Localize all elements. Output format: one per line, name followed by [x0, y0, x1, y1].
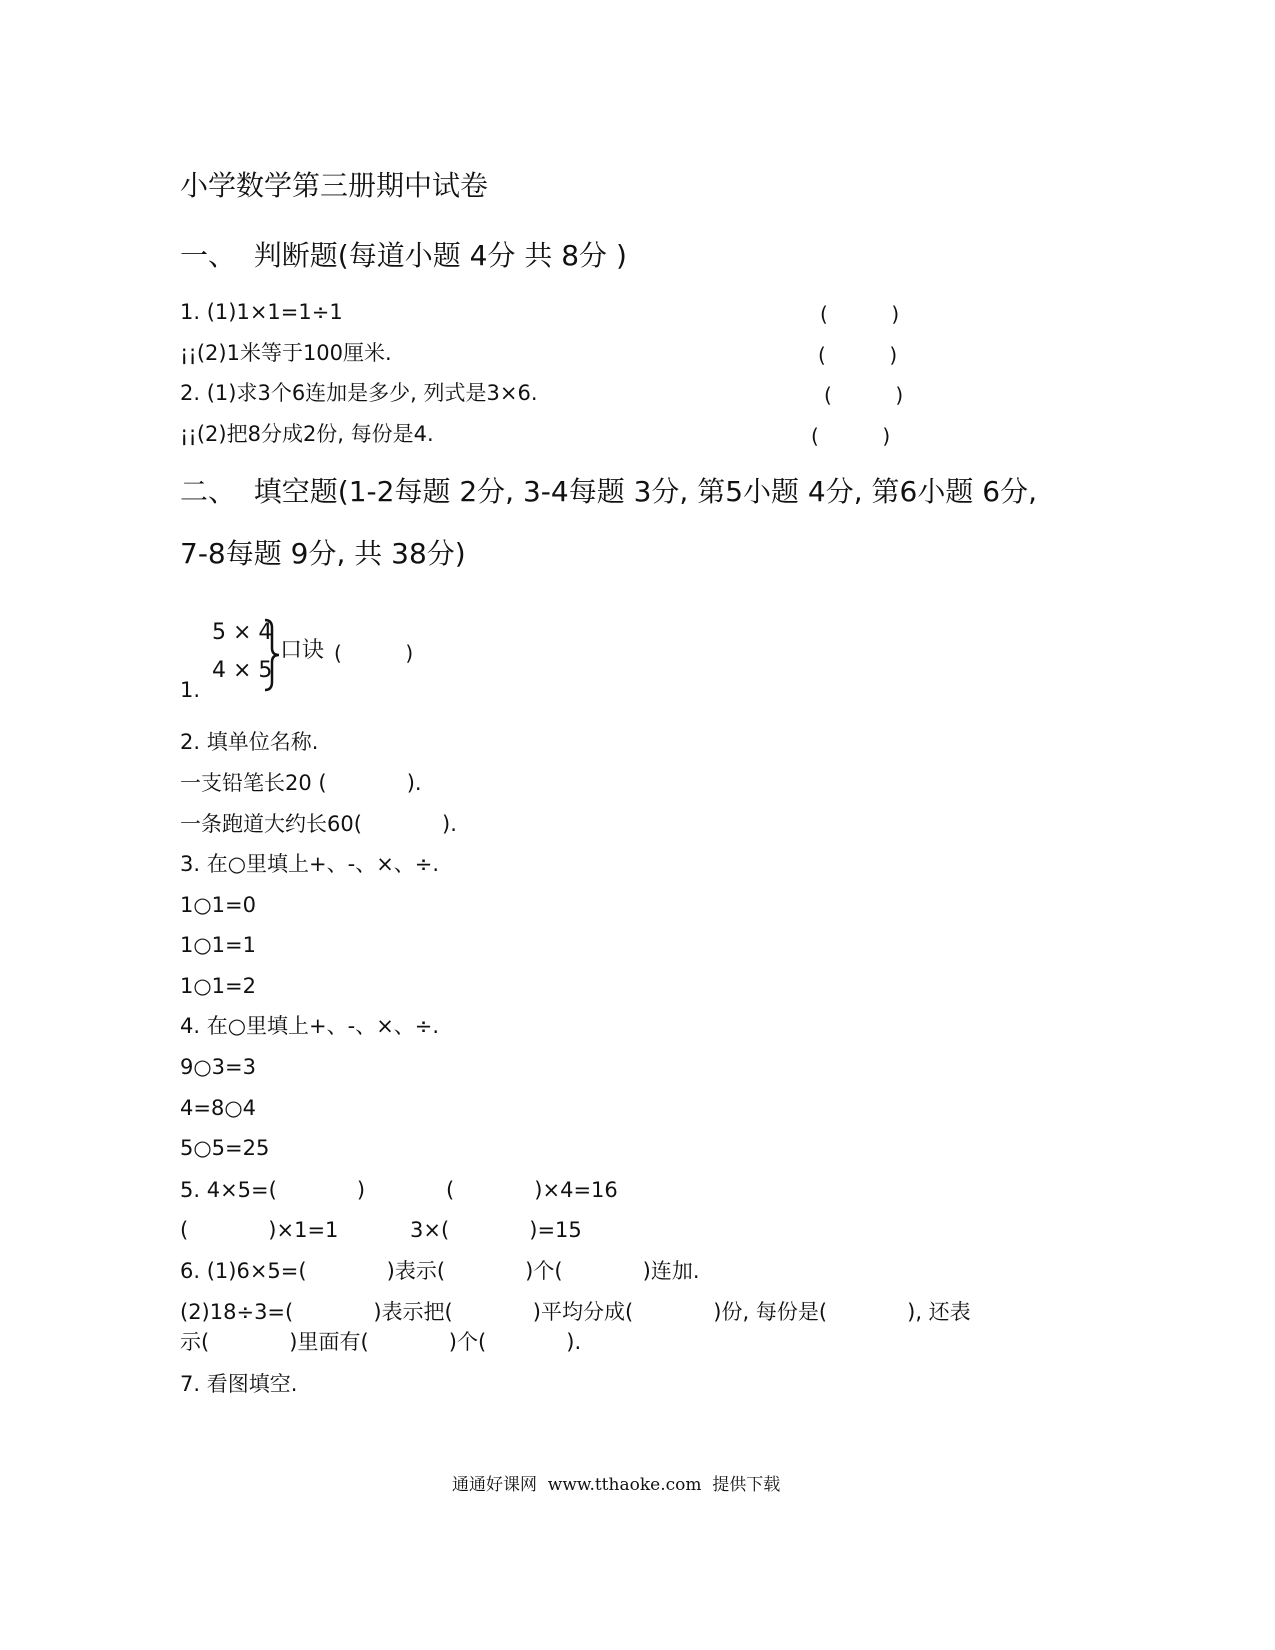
question-2-line-1: 一支铅笔长20 ( ). — [180, 771, 422, 795]
question-5-line-1b: ( )×4=16 — [446, 1178, 618, 1202]
question-7-prompt: 7. 看图填空. — [180, 1372, 298, 1396]
judge-item-2-2: ¡¡(2)把8分成2份, 每份是4. — [180, 422, 434, 446]
question-2-line-2: 一条跑道大约长60( ). — [180, 812, 457, 836]
answer-blank[interactable]: ( ) — [818, 343, 898, 367]
section-1-heading: 一、 判断题(每道小题 4分 共 8分 ) — [180, 239, 627, 272]
question-4-line-1: 9○3=3 — [180, 1055, 257, 1079]
question-5-line-1a: 5. 4×5=( ) — [180, 1178, 366, 1202]
expression-top: 5 × 4 — [212, 620, 273, 645]
answer-blank[interactable]: ( ) — [334, 641, 414, 665]
question-5-line-2a: ( )×1=1 — [180, 1218, 339, 1242]
section-2-heading-line-1: 二、 填空题(1-2每题 2分, 3-4每题 3分, 第5小题 4分, 第6小题 6分, — [180, 475, 1037, 508]
question-1-number: 1. — [180, 678, 201, 702]
question-3-prompt: 3. 在○里填上+、-、×、÷. — [180, 852, 440, 876]
mnemonic-label: 口诀 — [280, 638, 325, 663]
question-5-line-2b: 3×( )=15 — [410, 1218, 582, 1242]
question-3-line-1: 1○1=0 — [180, 893, 257, 917]
brace-icon — [262, 618, 282, 692]
page-footer: 通通好课网 www.tthaoke.com 提供下载 — [452, 1475, 781, 1495]
question-3-line-2: 1○1=1 — [180, 933, 257, 957]
answer-blank[interactable]: ( ) — [820, 302, 900, 326]
answer-blank[interactable]: ( ) — [811, 424, 891, 448]
question-6-line-2: (2)18÷3=( )表示把( )平均分成( )份, 每份是( ), 还表 — [180, 1300, 971, 1324]
question-3-line-3: 1○1=2 — [180, 974, 257, 998]
expression-bottom: 4 × 5 — [212, 658, 273, 683]
answer-blank[interactable]: ( ) — [824, 383, 904, 407]
question-4-prompt: 4. 在○里填上+、-、×、÷. — [180, 1014, 440, 1038]
judge-item-1-1: 1. (1)1×1=1÷1 — [180, 300, 343, 324]
question-6-line-3: 示( )里面有( )个( ). — [180, 1330, 582, 1354]
question-4-line-2: 4=8○4 — [180, 1096, 257, 1120]
question-4-line-3: 5○5=25 — [180, 1136, 270, 1160]
question-6-line-1: 6. (1)6×5=( )表示( )个( )连加. — [180, 1259, 700, 1283]
judge-item-2-1: 2. (1)求3个6连加是多少, 列式是3×6. — [180, 381, 538, 405]
section-2-heading-line-2: 7-8每题 9分, 共 38分) — [180, 537, 466, 570]
judge-item-1-2: ¡¡(2)1米等于100厘米. — [180, 341, 392, 365]
question-2-prompt: 2. 填单位名称. — [180, 730, 319, 754]
page-title: 小学数学第三册期中试卷 — [180, 169, 489, 202]
